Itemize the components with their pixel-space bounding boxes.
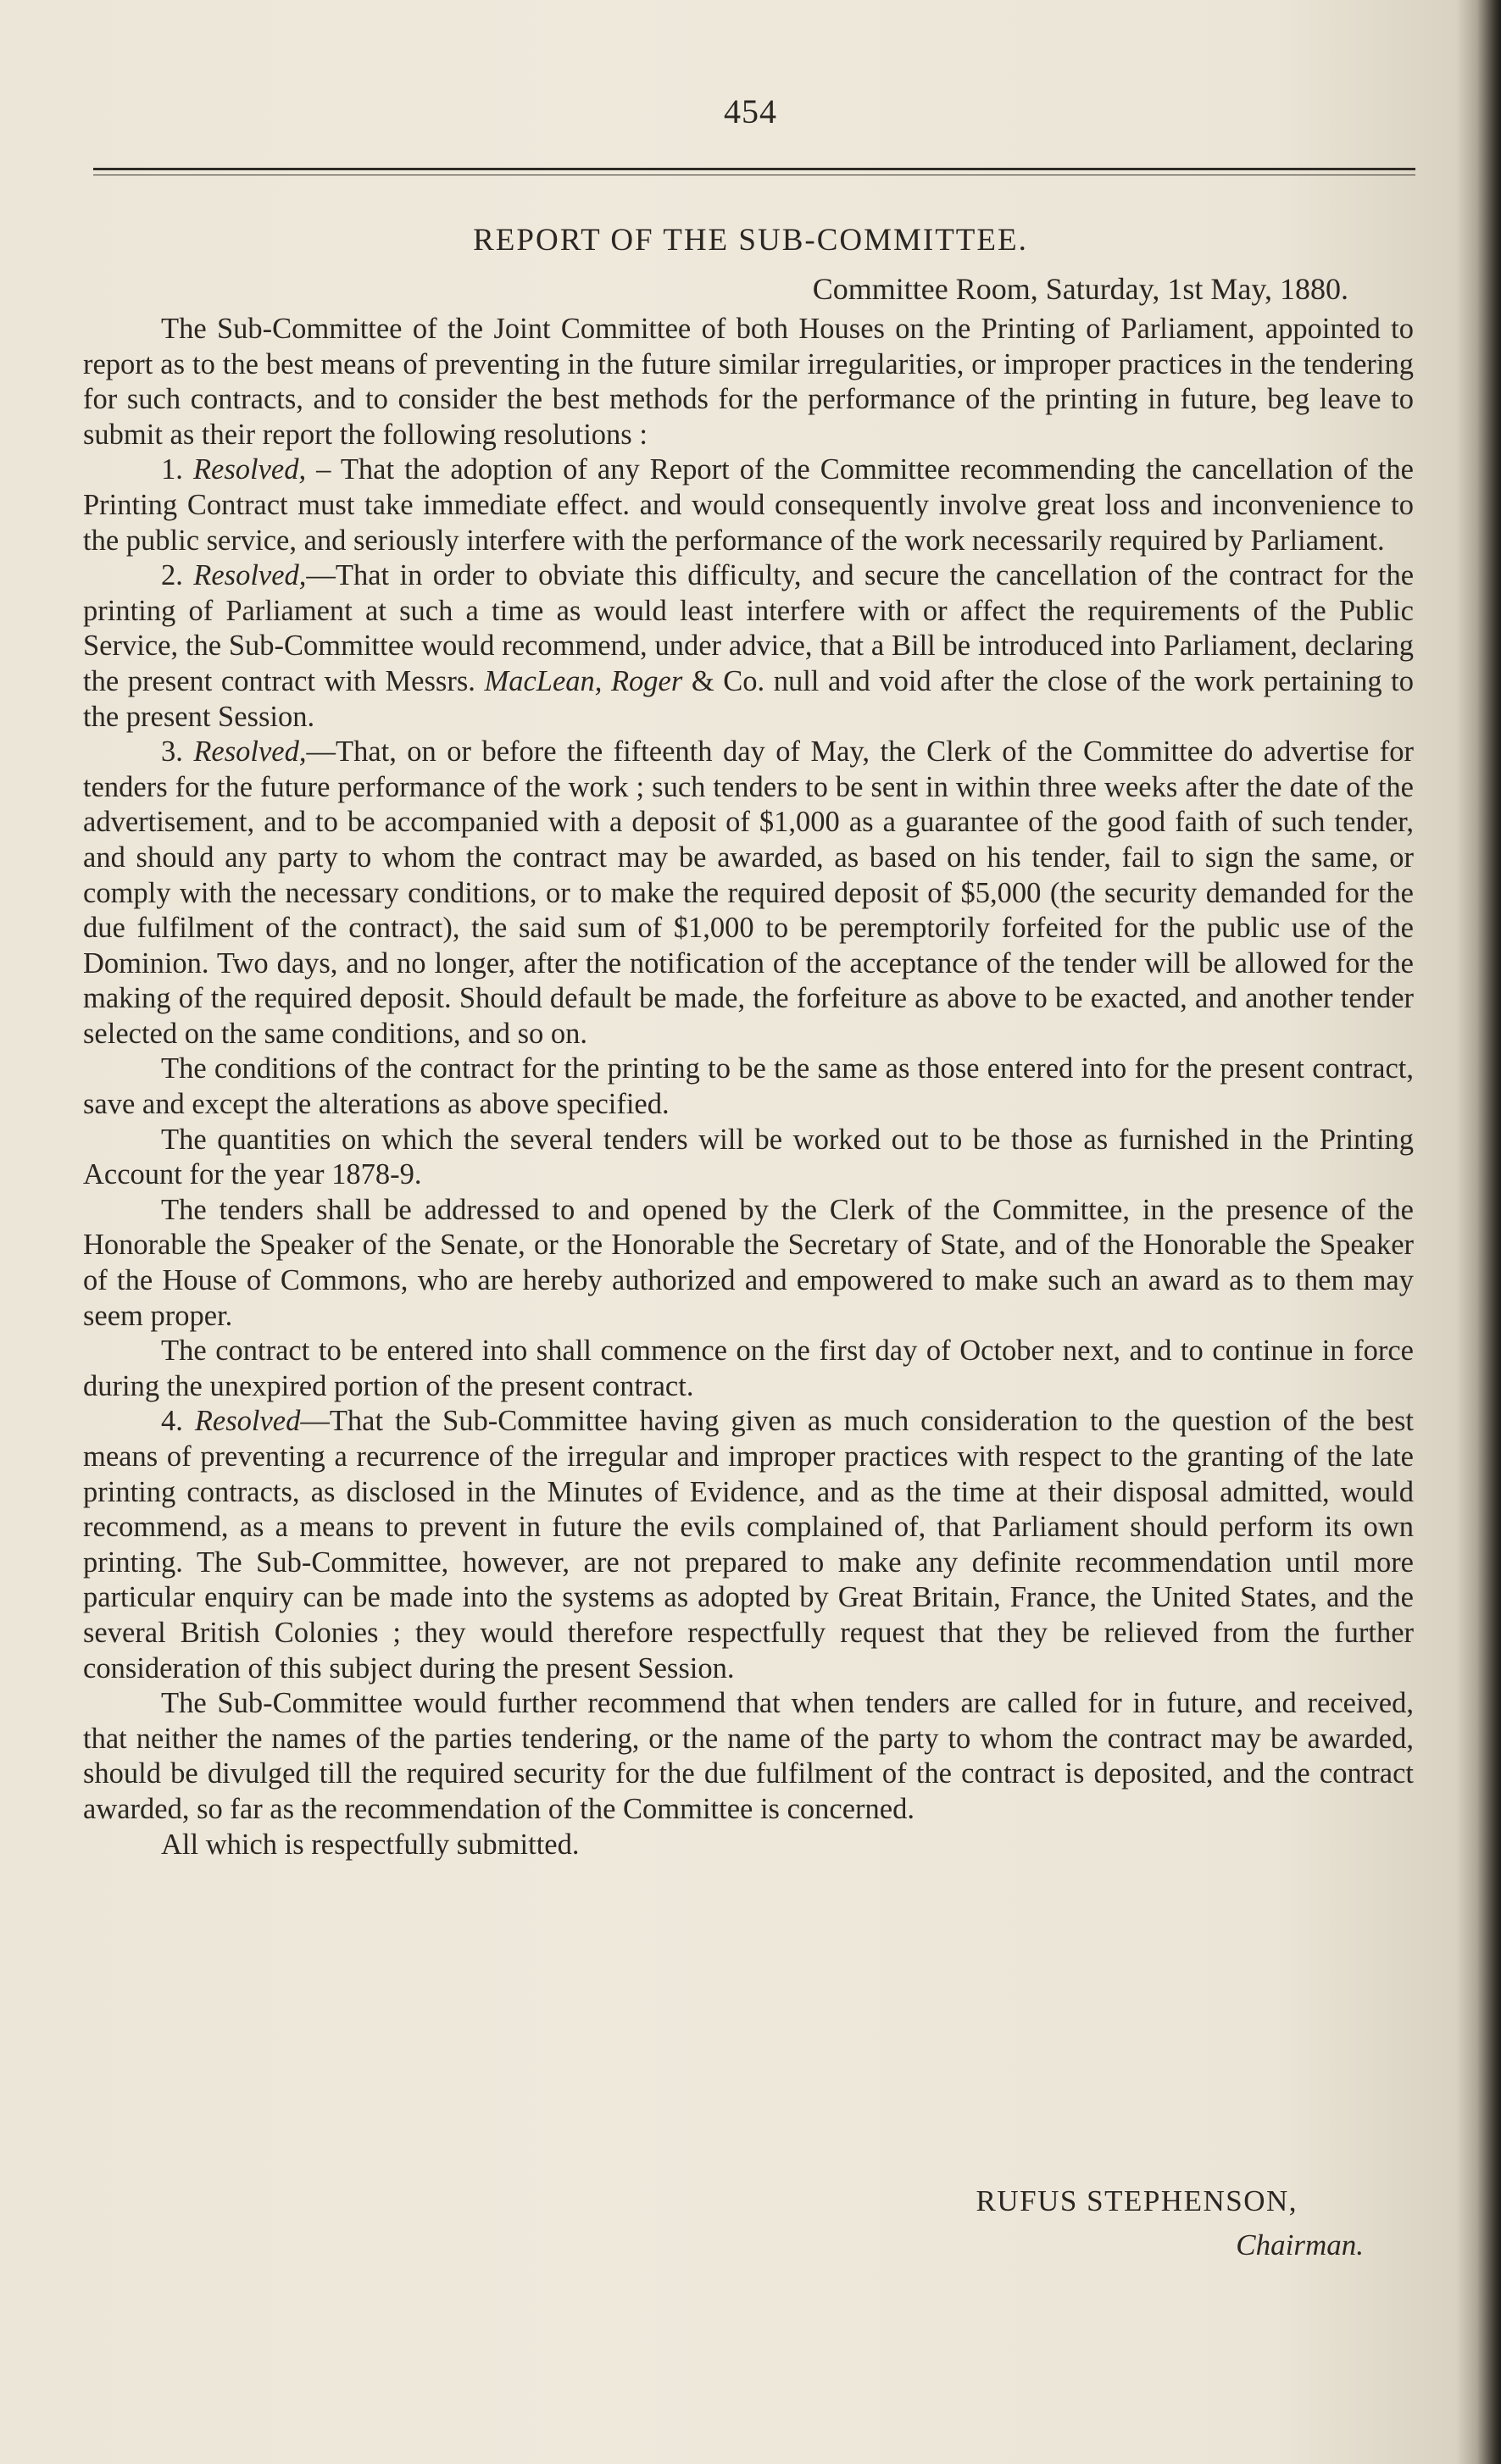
signatory-name: RUFUS STEPHENSON, [976,2184,1298,2217]
resolution-2-number: 2. [161,559,194,592]
resolution-4-resolved: Resolved [194,1405,301,1438]
resolution-2-text-a: —That in order to obviate this difficulty, and secure the cancellation of the contract for the printing of Parliament at such a time as would least interfere with or affect the requirements of the Public Service, the Sub-Committee would recommend, under advice, that a Bill be introduced into Parliament, declaring the present contract with Messrs. [83,559,1415,697]
resolution-1 [83,452,1414,558]
resolution-3 [83,735,1414,1052]
further-recommendation-paragraph: The Sub-Committee would further recommend that when tenders are called for in future, and received, that neither the names of the parties tendering, or the name of the party to whom the contract may be awarded, should be divulged till the required security for the due fulfilment of the contract is deposited, and the contract awarded, so far as the recommendation of the Committee is concerned. [83,1687,1414,1825]
signatory-role: Chairman. [1236,2228,1364,2261]
tenders-addressed-paragraph: The tenders shall be addressed to and opened by the Clerk of the Committee, in the presence of the Honorable the Speaker of the Senate, or the Honorable the Secretary of State, and of the Honorable the Speaker of the House of Commons, who are hereby authorized and empowered to make such an award as to them may seem proper. [83,1193,1414,1332]
resolution-4-number: 4. [161,1405,195,1438]
resolution-2 [83,558,1414,735]
resolution-2-resolved: Resolved, [193,559,307,592]
header-rule-thick [93,168,1415,170]
contract-commence-paragraph: The contract to be entered into shall commence on the first day of October next, and to continue in force during the unexpired portion of the present contract. [83,1335,1414,1402]
resolution-1-number: 1. [161,453,193,486]
resolution-1-resolved: Resolved, [192,453,307,486]
resolution-2-text-b: & Co. null and void after the close of the work pertaining to the present Session. [83,664,1414,733]
resolution-4 [83,1404,1414,1686]
signature-block [976,2179,1364,2267]
dateline: Committee Room, Saturday, 1st May, 1880. [812,272,1348,306]
resolution-1-text: – That the adoption of any Report of the Committee recommending the cancellation of the Printing Contract must take immediate effect. and would consequently involve great loss and inconvenience to the public service, and seriously interfere with the performance of the work necessarily required by Parliament. [83,453,1414,557]
book-spine-shadow [1477,0,1501,2464]
closing-line: All which is respectfully submitted. [161,1828,580,1861]
resolution-3-text: —That, on or before the fifteenth day of May, the Clerk of the Committee do advertise for tenders for the future performance of the work ; such tenders to be sent in within three weeks after the date of the advertisement, and to be accompanied with a deposit of $1,000 as a guarantee of the good faith of such tender, and should any party to whom the contract may be awarded, as based on his tender, fail to sign the same, or comply with the necessary conditions, or to make the required deposit of $5,000 (the security demanded for the due fulfilment of the contract), the said sum of $1,000 to be peremptorily forfeited for the public use of the Dominion. Two days, and no longer, after the notification of the acceptance of the tender will be allowed for the making of the required deposit. Should default be made, the forfeiture as above to be exacted, and another tender selected on the same conditions, and so on. [83,735,1414,1050]
report-body [83,312,1414,1862]
intro-paragraph: The Sub-Committee of the Joint Committee of both Houses on the Printing of Parliament, appointed to report as to the best means of preventing in the future similar irregularities, or improper practices in the tendering for such contracts, and to consider the best methods for the performance of the printing in future, beg leave to submit as their report the following resolutions : [83,313,1414,451]
resolution-3-resolved: Resolved, [193,735,307,769]
report-title: REPORT OF THE SUB-COMMITTEE. [473,223,1028,258]
resolution-3-number: 3. [161,735,194,769]
resolution-4-text: —That the Sub-Committee having given as much consideration to the question of the best means of preventing a recurrence of the irregular and improper practices with respect to the granting of the late printing contracts, as disclosed in the Minutes of Evidence, and as the time at their disposal admitted, would recommend, as a means to prevent in future the evils complained of, that Parliament should perform its own printing. The Sub-Committee, however, are not prepared to make any definite recommendation until more particular enquiry can be made into the systems as adopted by Great Britain, France, the United States, and the several British Colonies ; they would therefore respectfully request that they be relieved from the further consideration of this subject during the present Session. [83,1405,1414,1684]
page-number: 454 [724,92,777,130]
conditions-paragraph: The conditions of the contract for the printing to be the same as those entered into for the present contract, save and except the alterations as above specified. [83,1052,1414,1121]
resolution-2-contractor-names: MacLean, Roger [484,664,683,697]
quantities-paragraph: The quantities on which the several tenders will be worked out to be those as furnished in the Printing Account for the year 1878-9. [83,1123,1414,1191]
